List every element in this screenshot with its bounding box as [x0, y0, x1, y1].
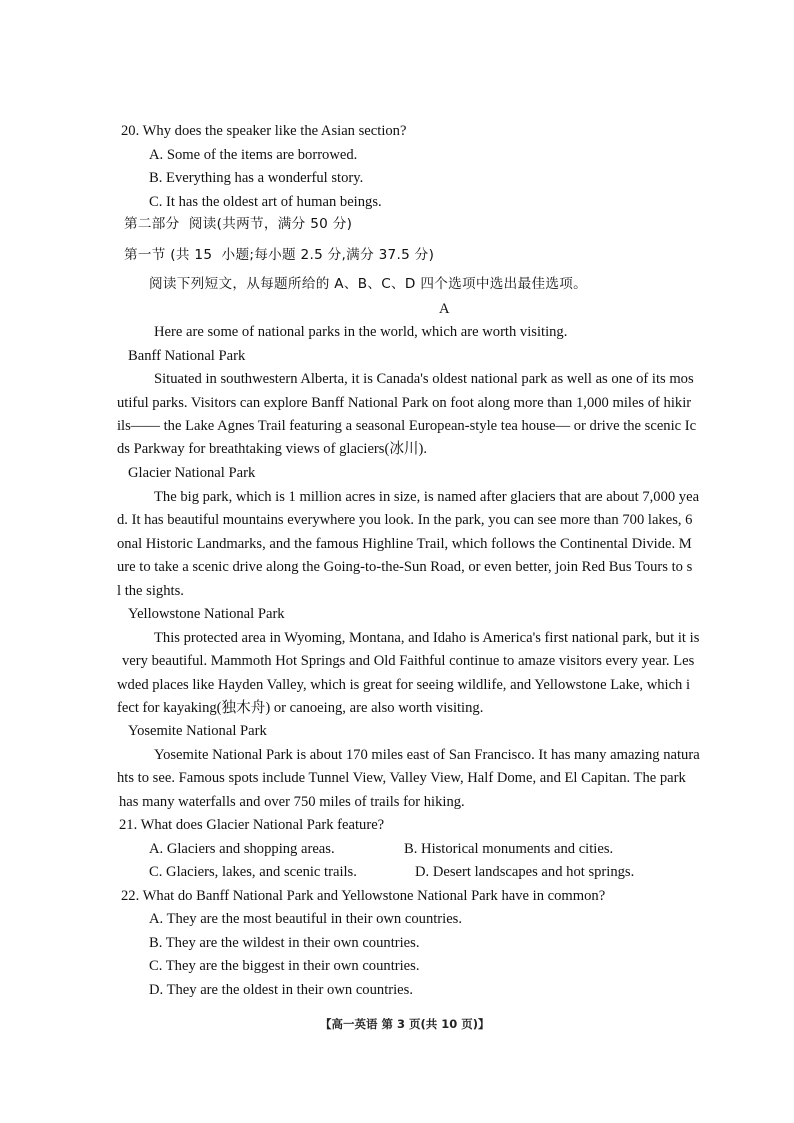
paragraph-line: onal Historic Landmarks, and the famous Highline Trail, which follows the Continental Divide. M: [117, 536, 692, 552]
paragraph-line: has many waterfalls and over 750 miles of trails for hiking.: [119, 794, 465, 810]
paragraph-line: The big park, which is 1 million acres in size, is named after glaciers that are about 7,000 yea: [154, 489, 700, 505]
paragraph-line: hts to see. Famous spots include Tunnel View, Valley View, Half Dome, and El Capitan. The park: [117, 770, 686, 786]
question-21-option-d: D. Desert landscapes and hot springs.: [415, 864, 635, 880]
question-20-option-c: C. It has the oldest art of human beings.: [149, 194, 382, 210]
question-22-option-d: D. They are the oldest in their own countries.: [149, 982, 413, 998]
paragraph-line: very beautiful. Mammoth Hot Springs and Old Faithful continue to amaze visitors every year. Les: [122, 653, 695, 669]
question-22-option-c: C. They are the biggest in their own countries.: [149, 958, 420, 974]
question-21-option-c: C. Glaciers, lakes, and scenic trails.: [149, 864, 357, 880]
question-20-option-a: A. Some of the items are borrowed.: [149, 147, 358, 163]
question-21-option-a: A. Glaciers and shopping areas.: [149, 841, 335, 857]
paragraph-line: ils—— the Lake Agnes Trail featuring a seasonal European-style tea house— or drive the scenic Ic: [117, 418, 697, 434]
passage-label: A: [439, 301, 450, 317]
section-heading: 第一节 (共 15 小题;每小题 2.5 分,满分 37.5 分): [124, 247, 435, 263]
paragraph-line: Yosemite National Park is about 170 miles east of San Francisco. It has many amazing natura: [154, 747, 700, 763]
question-20-stem: 20. Why does the speaker like the Asian section?: [121, 123, 407, 139]
park-heading-banff: Banff National Park: [128, 348, 246, 364]
question-22-option-a: A. They are the most beautiful in their own countries.: [149, 911, 463, 927]
question-21-option-b: B. Historical monuments and cities.: [404, 841, 614, 857]
page-footer: 【高一英语 第 3 页(共 10 页)】: [320, 1017, 490, 1031]
paragraph-line: ds Parkway for breathtaking views of glaciers(冰川).: [117, 441, 428, 457]
paragraph-line: ure to take a scenic drive along the Going-to-the-Sun Road, or even better, join Red Bus Tours to s: [117, 559, 693, 575]
paragraph-line: Situated in southwestern Alberta, it is Canada's oldest national park as well as one of its mos: [154, 371, 694, 387]
paragraph-line: l the sights.: [117, 583, 184, 599]
paragraph-line: This protected area in Wyoming, Montana, and Idaho is America's first national park, but it is: [154, 630, 700, 646]
paragraph-line: utiful parks. Visitors can explore Banff National Park on foot along more than 1,000 miles of hikir: [117, 395, 692, 411]
paragraph-line: d. It has beautiful mountains everywhere you look. In the park, you can see more than 700 lakes, 6: [117, 512, 693, 528]
question-22-stem: 22. What do Banff National Park and Yellowstone National Park have in common?: [121, 888, 606, 904]
passage-intro: Here are some of national parks in the world, which are worth visiting.: [154, 324, 568, 340]
question-22-option-b: B. They are the wildest in their own countries.: [149, 935, 420, 951]
park-heading-yellowstone: Yellowstone National Park: [128, 606, 285, 622]
question-21-stem: 21. What does Glacier National Park feature?: [119, 817, 385, 833]
paragraph-line: wded places like Hayden Valley, which is great for seeing wildlife, and Yellowstone Lake, which i: [117, 677, 691, 693]
instructions: 阅读下列短文，从每题所给的 A、B、C、D 四个选项中选出最佳选项。: [149, 276, 588, 292]
paragraph-line: fect for kayaking(独木舟) or canoeing, are also worth visiting.: [117, 700, 484, 716]
part-heading: 第二部分 阅读(共两节，满分 50 分): [124, 216, 353, 232]
question-20-option-b: B. Everything has a wonderful story.: [149, 170, 364, 186]
park-heading-glacier: Glacier National Park: [128, 465, 256, 481]
park-heading-yosemite: Yosemite National Park: [128, 723, 267, 739]
